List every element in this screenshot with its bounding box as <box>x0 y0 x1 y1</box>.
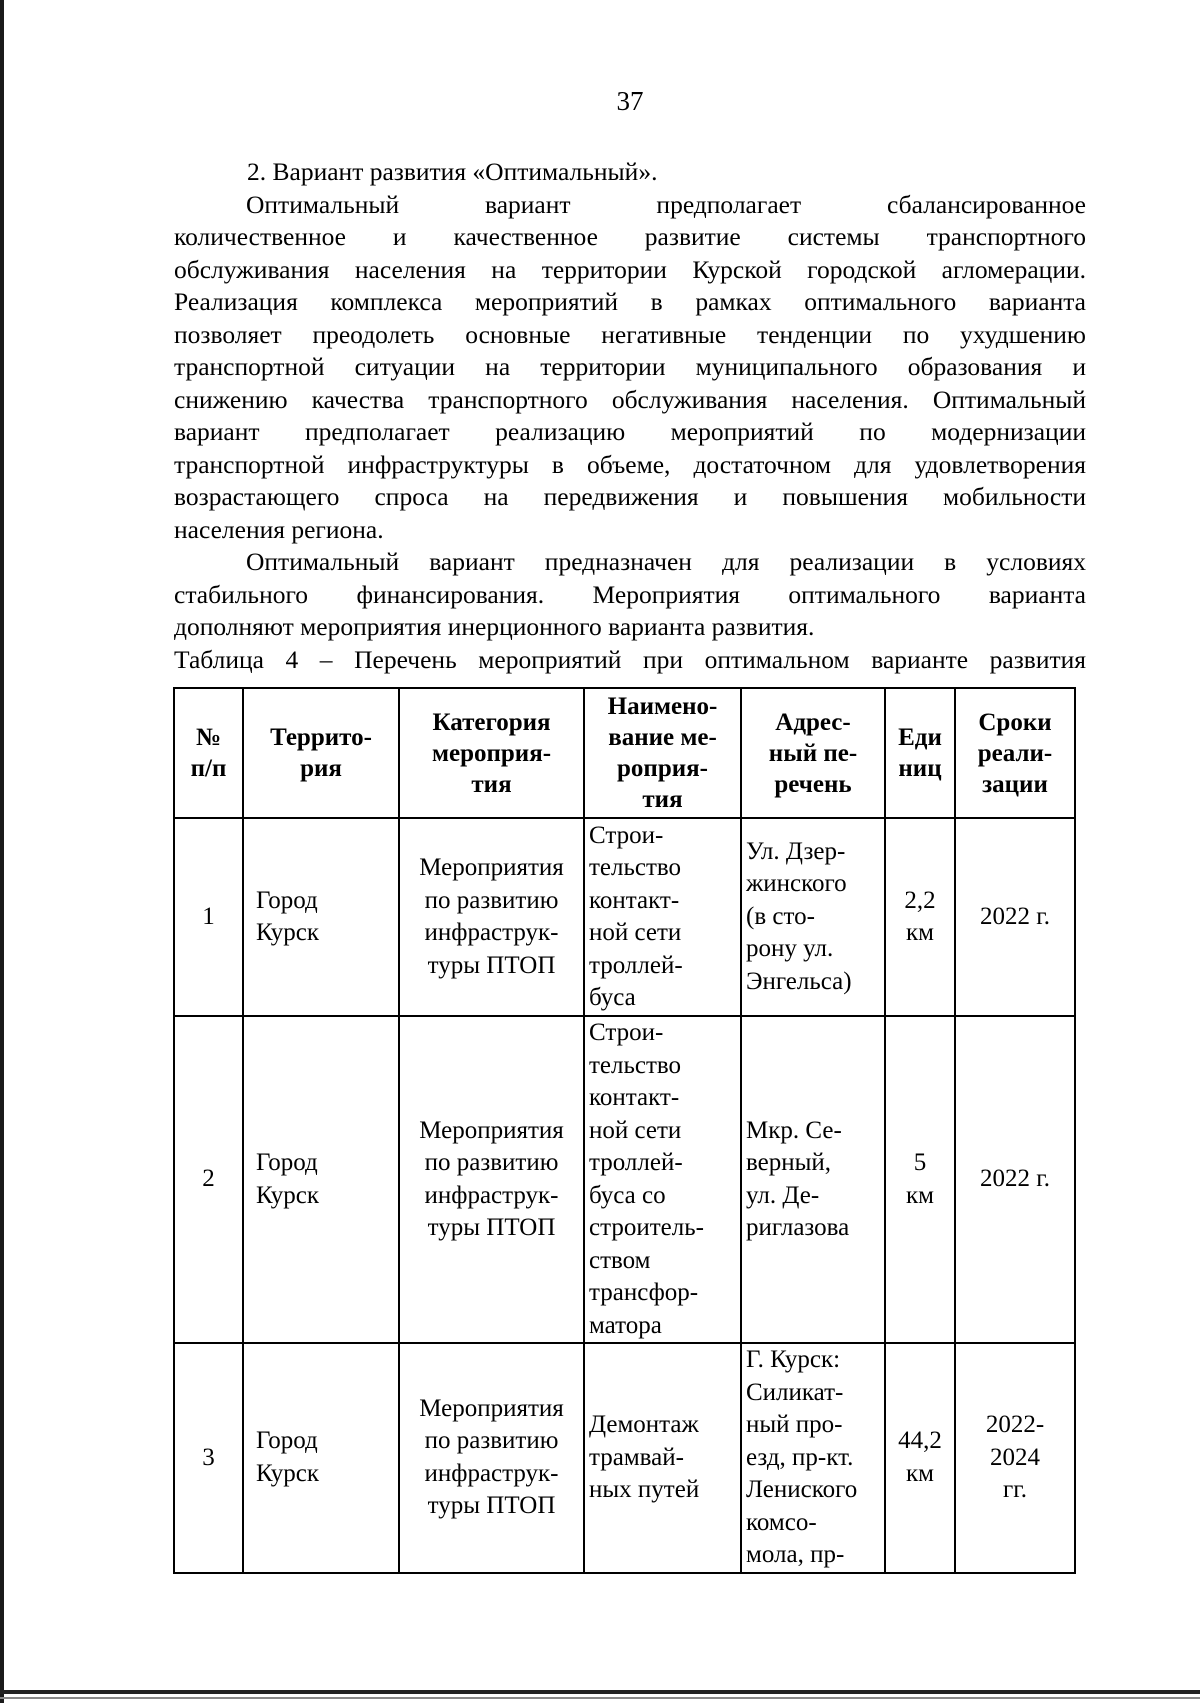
cell-territory: Город Курск <box>243 818 399 1016</box>
header-terms: Сроки реали- зации <box>955 688 1075 818</box>
table-row <box>174 1016 1075 1343</box>
cell-category: Мероприятия по развитию инфраструк- туры ПТОП <box>399 1016 584 1343</box>
header-measure-name: Наимено- вание ме- роприя- тия <box>584 688 741 818</box>
cell-term: 2022 г. <box>955 818 1075 1016</box>
cell-unit: 44,2 км <box>885 1343 955 1573</box>
cell-measure-name: Демонтаж трамвай- ных путей <box>584 1343 741 1573</box>
paragraph-line: количественное и качественное развитие системы транспортного <box>174 222 1086 251</box>
paragraph-line: Оптимальный вариант предназначен для реализации в условиях <box>246 547 1086 576</box>
cell-number: 3 <box>174 1343 243 1573</box>
cell-territory: Город Курск <box>243 1016 399 1343</box>
cell-number: 2 <box>174 1016 243 1343</box>
section-heading: 2. Вариант развития «Оптимальный». <box>247 157 658 186</box>
table-row <box>174 818 1075 1016</box>
page-number: 37 <box>616 86 644 116</box>
cell-number: 1 <box>174 818 243 1016</box>
scan-edge-bottom-light <box>0 1697 1200 1699</box>
paragraph-line: снижению качества транспортного обслуживания населения. Оптимальный <box>174 384 1086 414</box>
cell-address: Мкр. Се- верный, ул. Де- риглазова <box>741 1016 885 1343</box>
paragraph-line: стабильного финансирования. Мероприятия оптимального варианта <box>174 579 1086 609</box>
paragraph-line: транспортной ситуации на территории муниципального образования и <box>174 352 1086 381</box>
paragraph-line: дополняют мероприятия инерционного варианта развития. <box>174 612 815 641</box>
table-header-row <box>174 688 1075 818</box>
cell-unit: 5 км <box>885 1016 955 1343</box>
header-address-list: Адрес- ный пе- речень <box>741 688 885 818</box>
paragraph-line: позволяет преодолеть основные негативные тенденции по ухудшению <box>174 319 1086 349</box>
scan-edge-left <box>0 0 4 1703</box>
cell-category: Мероприятия по развитию инфраструк- туры ПТОП <box>399 1343 584 1573</box>
header-number: № п/п <box>174 688 243 818</box>
header-territory: Террито- рия <box>243 688 399 818</box>
header-category: Категория мероприя- тия <box>399 688 584 818</box>
paragraph-1 <box>174 189 1086 547</box>
paragraph-line: транспортной инфраструктуры в объеме, достаточном для удовлетворения <box>174 449 1086 479</box>
paragraph-line: вариант предполагает реализацию мероприятий по модернизации <box>174 417 1086 446</box>
paragraph-line: возрастающего спроса на передвижения и повышения мобильности <box>174 482 1086 511</box>
cell-unit: 2,2 км <box>885 818 955 1016</box>
paragraph-line: Реализация комплекса мероприятий в рамках оптимального варианта <box>174 287 1086 316</box>
paragraph-2 <box>174 546 1086 644</box>
cell-term: 2022 г. <box>955 1016 1075 1343</box>
table-caption: Таблица 4 – Перечень мероприятий при оптимальном варианте развития <box>174 644 1086 674</box>
document-body <box>174 156 1086 676</box>
cell-measure-name: Строи- тельство контакт- ной сети троллей- буса <box>584 818 741 1016</box>
cell-term: 2022- 2024 гг. <box>955 1343 1075 1573</box>
cell-territory: Город Курск <box>243 1343 399 1573</box>
paragraph-line: населения региона. <box>174 514 384 544</box>
cell-category: Мероприятия по развитию инфраструк- туры ПТОП <box>399 818 584 1016</box>
paragraph-line: обслуживания населения на территории Курской городской агломерации. <box>174 254 1086 284</box>
header-units: Еди ниц <box>885 688 955 818</box>
measures-table <box>173 687 1076 1574</box>
cell-address: Г. Курск: Силикат- ный про- езд, пр-кт. Лениского комсо- мола, пр- <box>741 1343 885 1573</box>
cell-address: Ул. Дзер- жинского (в сто- рону ул. Энгельса) <box>741 818 885 1016</box>
paragraph-line: Оптимальный вариант предполагает сбалансированное <box>246 189 1086 219</box>
table-row <box>174 1343 1075 1573</box>
cell-measure-name: Строи- тельство контакт- ной сети троллей- буса со строитель- ством трансфор- матора <box>584 1016 741 1343</box>
scan-edge-bottom <box>0 1690 1200 1694</box>
